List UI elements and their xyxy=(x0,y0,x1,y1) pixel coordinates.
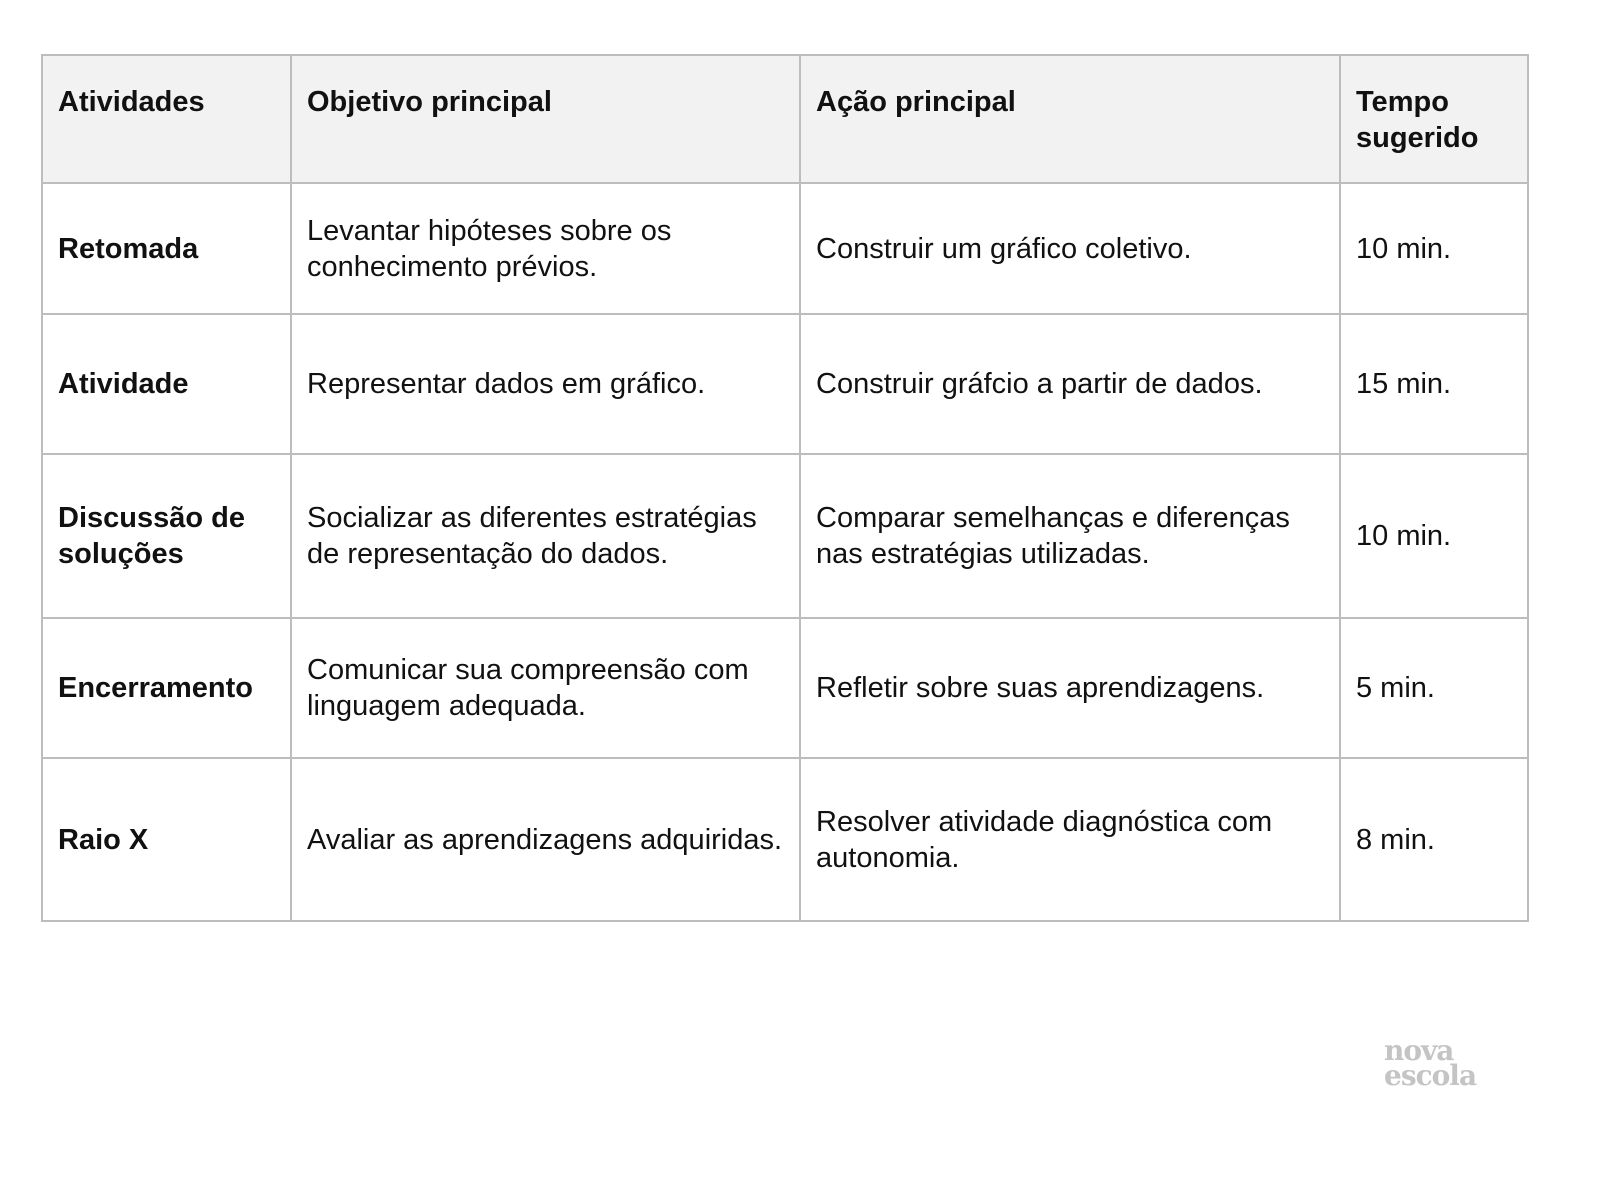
header-tempo: Tempo sugerido xyxy=(1340,55,1528,183)
cell-atividade: Encerramento xyxy=(42,618,291,758)
header-acao: Ação principal xyxy=(800,55,1340,183)
logo-line-2: escola xyxy=(1384,1059,1477,1092)
table-row xyxy=(42,314,1528,454)
cell-atividade: Atividade xyxy=(42,314,291,454)
cell-objetivo: Socializar as diferentes estratégias de representação do dados. xyxy=(291,454,800,618)
cell-tempo: 10 min. xyxy=(1340,183,1528,314)
cell-objetivo: Representar dados em gráfico. xyxy=(291,314,800,454)
cell-objetivo: Comunicar sua compreensão com linguagem adequada. xyxy=(291,618,800,758)
cell-tempo: 15 min. xyxy=(1340,314,1528,454)
table-row xyxy=(42,618,1528,758)
header-atividades: Atividades xyxy=(42,55,291,183)
table-row xyxy=(42,758,1528,921)
header-row xyxy=(42,55,1528,183)
table-row xyxy=(42,183,1528,314)
cell-atividade: Raio X xyxy=(42,758,291,921)
cell-atividade: Discussão de soluções xyxy=(42,454,291,618)
table-row xyxy=(42,454,1528,618)
cell-acao: Construir gráfcio a partir de dados. xyxy=(800,314,1340,454)
lesson-plan-table xyxy=(41,54,1529,922)
cell-acao: Refletir sobre suas aprendizagens. xyxy=(800,618,1340,758)
cell-objetivo: Avaliar as aprendizagens adquiridas. xyxy=(291,758,800,921)
cell-acao: Resolver atividade diagnóstica com autonomia. xyxy=(800,758,1340,921)
cell-tempo: 10 min. xyxy=(1340,454,1528,618)
header-objetivo: Objetivo principal xyxy=(291,55,800,183)
cell-acao: Construir um gráfico coletivo. xyxy=(800,183,1340,314)
cell-acao: Comparar semelhanças e diferenças nas estratégias utilizadas. xyxy=(800,454,1340,618)
logo-line-1: nova xyxy=(1384,1034,1454,1067)
cell-tempo: 8 min. xyxy=(1340,758,1528,921)
nova-escola-logo xyxy=(1384,1034,1477,1092)
cell-atividade: Retomada xyxy=(42,183,291,314)
cell-tempo: 5 min. xyxy=(1340,618,1528,758)
cell-objetivo: Levantar hipóteses sobre os conhecimento prévios. xyxy=(291,183,800,314)
